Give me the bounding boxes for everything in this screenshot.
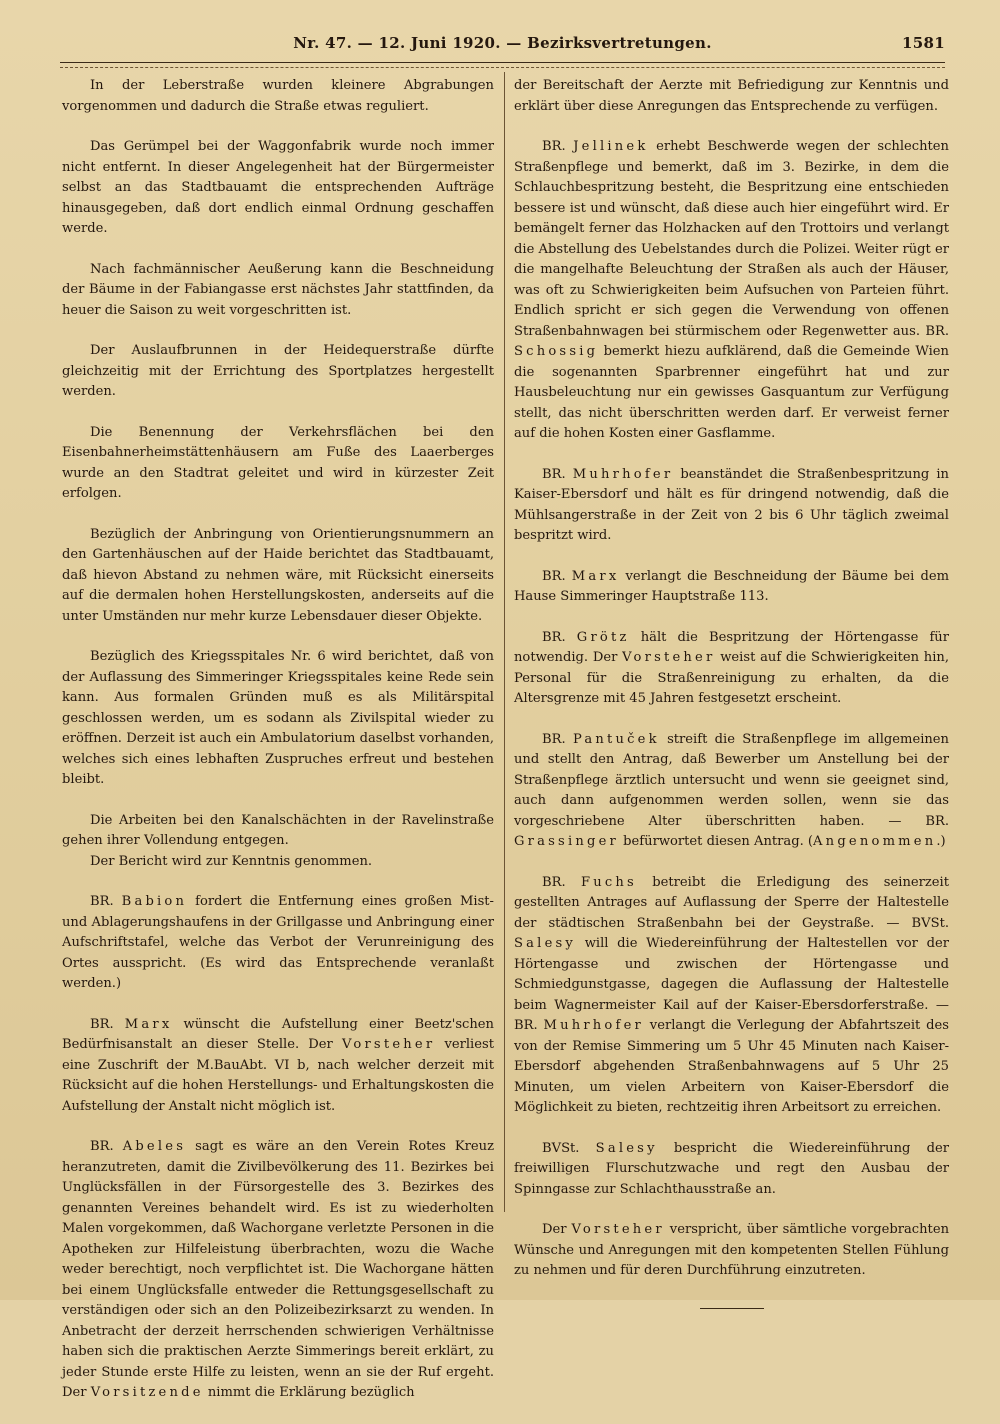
paragraph-text: verliest eine Zuschrift der M.BauAbt. VI b, nach welcher derzeit mit Rücksicht auf die hohen Herstellungs- und Erhaltungskosten die Aufstellung der Anstalt nicht möglich ist. (62, 1037, 494, 1114)
paragraph-text: befürwortet diesen Antrag. ( (623, 834, 814, 849)
paragraph-text: sagt es wäre an den Verein Rotes Kreuz heranzutreten, damit die Zivilbevölkerung des 11. Bezirkes bei Unglücksfällen in der Fürsorgestelle des 3. Bezirkes des genannten Vereines behandelt wird. Es ist zu wiederholten Malen vorgekommen, daß Wachorgane verletzte Personen in die Apotheken zur Hilfeleistung überbrachten, wozu die Wache weder berechtigt, noch verpflichtet ist. Die Wachorgane hätten bei einem Unglücksfalle entweder die Rettungsgesellschaft zu verständigen oder sich an den Polizeibezirksarzt zu wenden. In Anbetracht der derzeit herrschenden schwierigen Verhältnisse haben sich die praktischen Aerzte Simmerings bereit erklärt, zu jeder Stunde erste Hilfe zu leisten, wenn an sie der Ruf ergeht. Der (62, 1139, 494, 1400)
page-header (60, 30, 945, 60)
paragraph-text: fordert die Entfernung eines großen Mist- und Ablagerungshaufens in der Grillgasse und Anbringung einer Aufschriftstafel, welche das Verbot der Verunreinigung des Ortes ausspricht. (Es wird das Entsprechende veranlaßt werden.) (62, 894, 494, 991)
paragraph (62, 1137, 494, 1404)
speaker-name: Muhrhofer (543, 1018, 644, 1033)
paragraph: Der Bericht wird zur Kenntnis genommen. (90, 853, 373, 869)
paragraph-text: Der (542, 1222, 567, 1237)
title-abbrev: BR. (542, 466, 566, 482)
speaker-name: Grötz (576, 629, 630, 645)
paragraph-text: bemerkt hiezu aufklärend, daß die Gemeinde Wien die sogenannten Sparbrenner eingeführt hat und zur Hausbeleuchtung nur ein gewisses Gasquantum zur Verfügung stellt, das nicht überschritten werden darf. Er verweist ferner auf die hohen Kosten einer Gasflamme. (514, 344, 949, 441)
paragraph (514, 465, 949, 547)
paragraph (514, 567, 949, 608)
paragraph-text: beanständet die Straßenbespritzung in Kaiser-Ebersdorf und hält es für dringend notwendig, daß die Mühlsangerstraße in der Zeit von 2 bis 6 Uhr täglich zweimal bespritzt wird. (514, 466, 949, 543)
paragraph (514, 137, 949, 445)
page-number: 1581 (902, 34, 945, 52)
speaker-name: Fuchs (580, 874, 637, 890)
paragraph-text: streift die Straßenpflege im allgemeinen und stellt den Antrag, daß Bewerber um Anstellung bei der Straßenpflege ärztlich untersucht und wenn sie geeignet sind, auch dann aufgenommen werden sollen, wenn sie das vorgeschriebene Alter überschritten haben. — BR. (514, 731, 949, 829)
speaker-name: Pantuček (572, 731, 660, 747)
paragraph: Der Auslaufbrunnen in der Heidequerstraße dürfte gleichzeitig mit der Errichtung des Sportplatzes hergestellt werden. (62, 343, 494, 399)
paragraph: In der Leberstraße wurden kleinere Abgrabungen vorgenommen und dadurch die Straße etwas reguliert. (62, 78, 494, 114)
paragraph-text: will die Wiedereinführung der Haltestellen vor der Hörtengasse und zwischen der Hörtengasse und Schmiedgunstgasse, dagegen die Auflassung der Haltestelle beim Wagnermeister Kail auf der Kaiser-Ebersdorferstraße. — BR. (514, 936, 949, 1033)
speaker-name: Vorsitzende (90, 1385, 204, 1400)
header-title: Nr. 47. — 12. Juni 1920. — Bezirksvertretungen. (293, 34, 712, 52)
paragraph-text: verspricht, über sämtliche vorgebrachten Wünsche und Anregungen mit den kompetenten Stellen Fühlung zu nehmen und für deren Durchführung einzutreten. (514, 1222, 950, 1278)
paragraph-text: weist auf die Schwierigkeiten hin, Personal für die Straßenreinigung zu erhalten, da die Altersgrenze mit 45 Jahren festgesetzt erscheint. (514, 650, 949, 706)
right-column (514, 76, 949, 1309)
paragraph (514, 730, 949, 853)
paragraph-text: verlangt die Verlegung der Abfahrtszeit des von der Remise Simmering um 5 Uhr 45 Minuten nach Kaiser-Ebersdorf abgehenden Straßenbahnwagens auf 5 Uhr 25 Minuten, um vielen Arbeitern von Kaiser-Ebersdorf die Möglichkeit zu bieten, rechtzeitig ihren Arbeitsort zu erreichen. (514, 1018, 949, 1115)
speaker-name: Marx (124, 1016, 173, 1032)
paragraph: Das Gerümpel bei der Waggonfabrik wurde noch immer nicht entfernt. In dieser Angelegenheit hat der Bürgermeister selbst an das Stadtbauamt die entsprechenden Aufträge hinausgegeben, daß dort endlich einmal Ordnung geschaffen werde. (62, 139, 494, 236)
paragraph (514, 628, 949, 710)
title-abbrev: BR. (90, 1139, 114, 1154)
paragraph (514, 873, 949, 1119)
speaker-name: Vorsteher (341, 1037, 436, 1052)
column-divider (504, 72, 505, 1212)
paragraph: Die Benennung der Verkehrsflächen bei den Eisenbahnerheimstättenhäusern am Fuße des Laaerberges wurde an den Stadtrat geleitet und wird in kürzester Zeit erfolgen. (62, 424, 494, 501)
title-abbrev: BR. (542, 139, 566, 154)
speaker-name: Abeles (122, 1139, 187, 1154)
paragraph: Die Arbeiten bei den Kanalschächten in der Ravelinstraße gehen ihrer Vollendung entgegen. (62, 812, 494, 848)
speaker-name: Muhrhofer (572, 466, 674, 482)
paragraph: Nach fachmännischer Aeußerung kann die Beschneidung der Bäume in der Fabiangasse erst nächstes Jahr stattfinden, da heuer die Saison zu weit vorgeschritten ist. (62, 261, 494, 318)
title-abbrev: BR. (542, 731, 566, 747)
speaker-name: Vorsteher (622, 650, 716, 665)
closing-rule (700, 1308, 764, 1309)
speaker-name: Grassinger (514, 834, 619, 849)
paragraph (62, 892, 494, 995)
speaker-name: Schossig (514, 344, 599, 359)
speaker-name: Jellinek (573, 139, 649, 154)
paragraph-text: wünscht die Aufstellung einer Beetz'schen Bedürfnisanstalt an dieser Stelle. Der (62, 1016, 494, 1052)
header-rule (60, 62, 945, 68)
title-abbrev: BR. (542, 874, 566, 890)
paragraph-text: erhebt Beschwerde wegen der schlechten Straßenpflege und bemerkt, daß im 3. Bezirke, in dem die Schlauchbespritzung besteht, die Bespritzung eine entschieden bessere ist und wünscht, daß diese auch hier eingeführt wird. Er bemängelt ferner das Holzhacken auf den Trottoirs und verlangt die Abstellung des Uebelstandes durch die Polizei. Weiter rügt er die mangelhafte Beleuchtung der Straßen als auch der Häuser, was oft zu Schwierigkeiten beim Aufsuchen von Parteien führt. Endlich spricht er sich gegen die Verwendung von offenen Straßenbahnwagen bei stürmischem oder Regenwetter aus. BR. (514, 139, 949, 339)
paragraph-text: .) (936, 834, 946, 849)
paragraph: Bezüglich des Kriegsspitales Nr. 6 wird berichtet, daß von der Auflassung des Simmeringer Kriegsspitales keine Rede sein kann. Aus formalen Gründen muß es als Militärspital geschlossen werden, um es sodann als Zivilspital wieder zu eröffnen. Derzeit ist auch ein Ambulatorium daselbst vorhanden, welches sich eines lebhaften Zuspruches erfreut und bestehen bleibt. (62, 649, 494, 787)
left-column (62, 76, 494, 1424)
title-abbrev: BR. (542, 568, 566, 584)
title-abbrev: BR. (90, 894, 114, 909)
title-abbrev: BR. (90, 1016, 114, 1032)
paragraph-text: bespricht die Wiedereinführung der freiwilligen Flurschutzwache und regt den Ausbau der Spinngasse zur Schlachthausstraße an. (514, 1140, 949, 1197)
paragraph (62, 1015, 494, 1118)
speaker-name: Salesy (514, 936, 577, 951)
speaker-name: Marx (571, 568, 620, 584)
speaker-name: Salesy (595, 1140, 658, 1156)
title-abbrev: BR. (542, 629, 566, 645)
paragraph-text: nimmt die Erklärung bezüglich (207, 1385, 415, 1400)
vote-result: Angenommen (813, 834, 937, 849)
paragraph (514, 1139, 949, 1201)
paragraph-text: verlangt die Beschneidung der Bäume bei dem Hause Simmeringer Hauptstraße 113. (514, 568, 949, 604)
paragraph: Bezüglich der Anbringung von Orientierungsnummern an den Gartenhäuschen auf der Haide berichtet das Stadtbauamt, daß hievon Abstand zu nehmen wäre, mit Rücksicht einerseits auf die dermalen hohen Herstellungskosten, anderseits auf die unter Umständen nur mehr kurze Lebensdauer dieser Objekte. (62, 526, 494, 624)
speaker-name: Vorsteher (571, 1222, 665, 1237)
paragraph-text: betreibt die Erledigung des seinerzeit gestellten Antrages auf Auflassung der Sperre der Haltestelle der städtischen Straßenbahn bei der Geystraße. — BVSt. (514, 874, 949, 931)
speaker-name: Babion (121, 894, 188, 909)
paragraph-text: hält die Bespritzung der Hörtengasse für notwendig. Der (514, 629, 949, 665)
title-abbrev: BVSt. (542, 1140, 580, 1156)
paragraph (514, 1220, 949, 1282)
paragraph: der Bereitschaft der Aerzte mit Befriedigung zur Kenntnis und erklärt über diese Anregungen das Entsprechende zu verfügen. (514, 78, 949, 114)
